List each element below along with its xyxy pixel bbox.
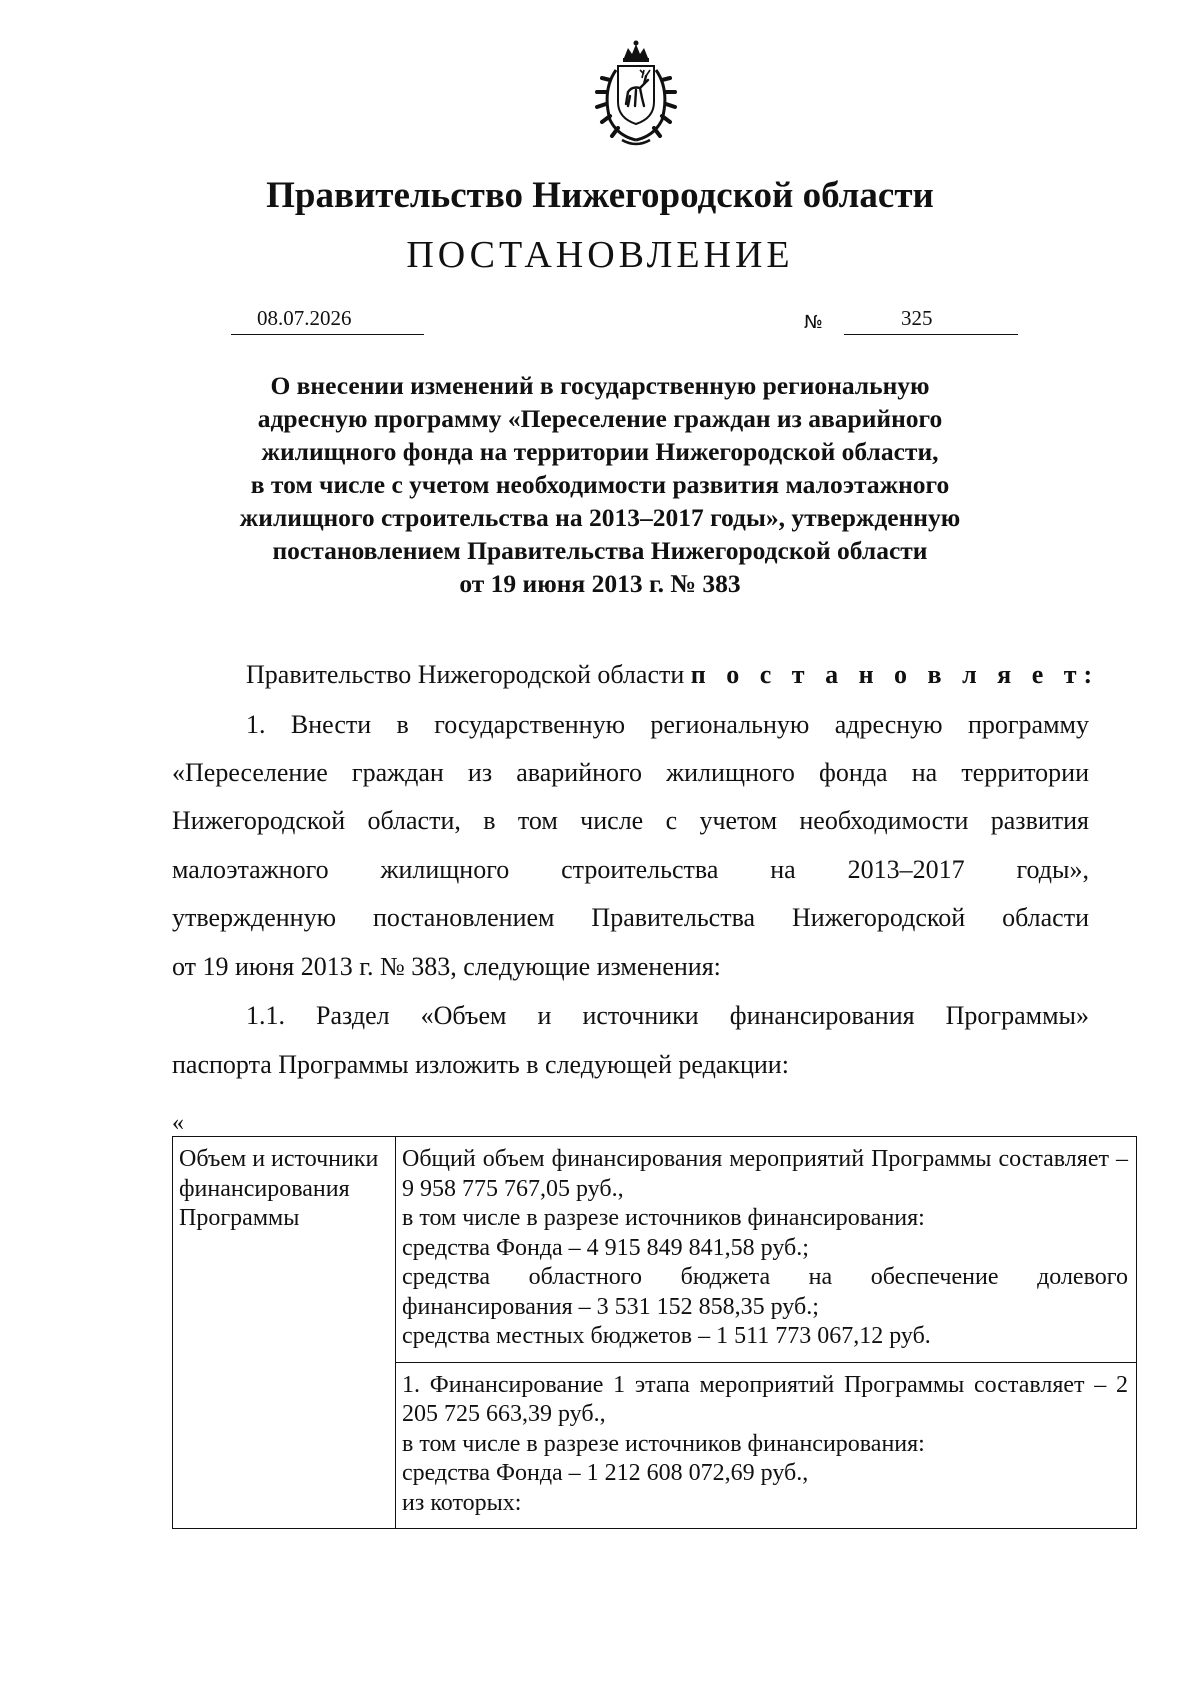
paragraph-line: малоэтажного жилищного строительства на 2013–2017 годы», xyxy=(172,855,1089,884)
coat-of-arms-emblem xyxy=(588,40,684,148)
cell-paragraph: в том числе в разрезе источников финансирования: xyxy=(402,1430,925,1457)
paragraph-line: Нижегородской области, в том числе с учетом необходимости развития xyxy=(172,806,1089,835)
heading-line: в том числе с учетом необходимости развития малоэтажного xyxy=(250,470,950,499)
document-type: ПОСТАНОВЛЕНИЕ xyxy=(406,234,794,276)
document-date: 08.07.2026 xyxy=(257,306,352,330)
cell-paragraph: Общий объем финансирования мероприятий Программы составляет – 9 958 775 767,05 руб., xyxy=(402,1146,1128,1202)
heading-line: жилищного строительства на 2013–2017 годы», утвержденную xyxy=(239,503,961,532)
paragraph-line: утвержденную постановлением Правительства Нижегородской области xyxy=(172,903,1089,932)
paragraph-line: от 19 июня 2013 г. № 383, следующие изменения: xyxy=(172,952,721,981)
heading-line: жилищного фонда на территории Нижегородской области, xyxy=(261,437,939,466)
cell-paragraph: средства местных бюджетов – 1 511 773 067,12 руб. xyxy=(402,1323,931,1349)
cell-paragraph: средства Фонда – 4 915 849 841,58 руб.; xyxy=(402,1234,809,1261)
table-value-cell xyxy=(396,1362,1137,1529)
document-heading xyxy=(0,369,1200,600)
decree-intro: Правительство Нижегородской области xyxy=(246,660,685,689)
cell-paragraph: средства областного бюджета на обеспечение долевого финансирования – 3 531 152 858,35 руб.; xyxy=(402,1264,1128,1320)
cell-paragraph: из которых: xyxy=(402,1489,522,1516)
paragraph-line: «Переселение граждан из аварийного жилищного фонда на территории xyxy=(172,758,1089,787)
cell-paragraph: средства Фонда – 1 212 608 072,69 руб., xyxy=(402,1460,809,1486)
paragraph-line: паспорта Программы изложить в следующей редакции: xyxy=(172,1050,789,1079)
cell-paragraph: 1. Финансирование 1 этапа мероприятий Программы составляет – 2 205 725 663,39 руб., xyxy=(402,1371,1128,1427)
table-row xyxy=(173,1137,1137,1363)
heading-line: постановлением Правительства Нижегородской области xyxy=(272,536,928,565)
heading-line: О внесении изменений в государственную региональную xyxy=(270,371,930,400)
government-name: Правительство Нижегородской области xyxy=(266,175,934,216)
opening-quote: « xyxy=(172,1110,184,1136)
passport-financing-table xyxy=(172,1136,1137,1529)
decree-line xyxy=(246,660,1099,690)
table-value-cell xyxy=(396,1137,1137,1363)
decree-verb: п о с т а н о в л я е т: xyxy=(690,660,1100,689)
heading-line: от 19 июня 2013 г. № 383 xyxy=(459,569,741,598)
number-sign: № xyxy=(804,312,823,333)
document-date-field xyxy=(231,306,424,335)
paragraph-line: 1. Внести в государственную региональную адресную программу xyxy=(246,710,1089,739)
cell-paragraph: в том числе в разрезе источников финансирования: xyxy=(402,1205,925,1231)
table-label-cell: Объем и источники финансирования Программы xyxy=(173,1137,396,1529)
paragraph-line: 1.1. Раздел «Объем и источники финансирования Программы» xyxy=(246,1001,1089,1030)
heading-line: адресную программу «Переселение граждан из аварийного xyxy=(257,404,943,433)
document-number-field xyxy=(844,306,1018,335)
document-number: 325 xyxy=(901,306,933,330)
